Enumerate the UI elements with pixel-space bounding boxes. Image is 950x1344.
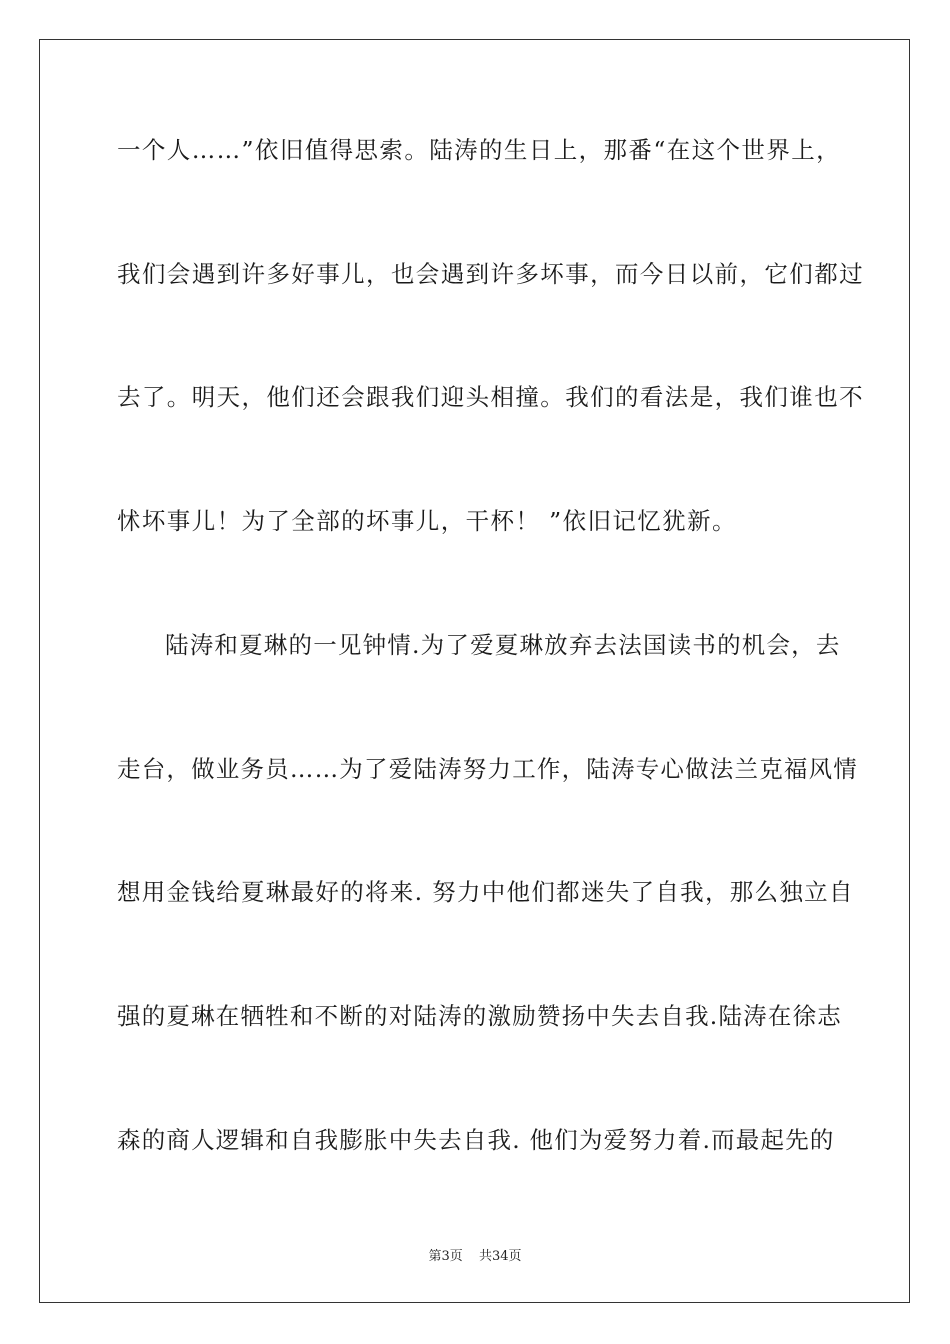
text-line-1: 一个人……”依旧值得思索。陆涛的生日上，那番“在这个世界上， xyxy=(117,136,842,164)
paragraph-start-line: 陆涛和夏琳的一见钟情.为了爱夏琳放弃去法国读书的机会，去 xyxy=(165,631,841,659)
text-line-3: 去了。明天，他们还会跟我们迎头相撞。我们的看法是，我们谁也不 xyxy=(117,383,864,411)
page-number: 第3页 xyxy=(428,1249,463,1264)
page-total: 共34页 xyxy=(478,1249,522,1264)
text-line-9: 森的商人逻辑和自我膨胀中失去自我. 他们为爱努力着.而最起先的 xyxy=(117,1126,835,1154)
page-footer xyxy=(0,1248,950,1266)
text-line-2: 我们会遇到许多好事儿，也会遇到许多坏事，而今日以前，它们都过 xyxy=(117,260,864,288)
page-border xyxy=(39,39,910,1303)
text-line-7: 想用金钱给夏琳最好的将来. 努力中他们都迷失了自我，那么独立自 xyxy=(117,878,854,906)
text-line-6: 走台，做业务员……为了爱陆涛努力工作，陆涛专心做法兰克福风情 xyxy=(117,755,858,783)
text-line-4: 怵坏事儿！为了全部的坏事儿，干杯！ ”依旧记忆犹新。 xyxy=(117,507,737,535)
text-line-8: 强的夏琳在牺牲和不断的对陆涛的激励赞扬中失去自我.陆涛在徐志 xyxy=(117,1002,842,1030)
